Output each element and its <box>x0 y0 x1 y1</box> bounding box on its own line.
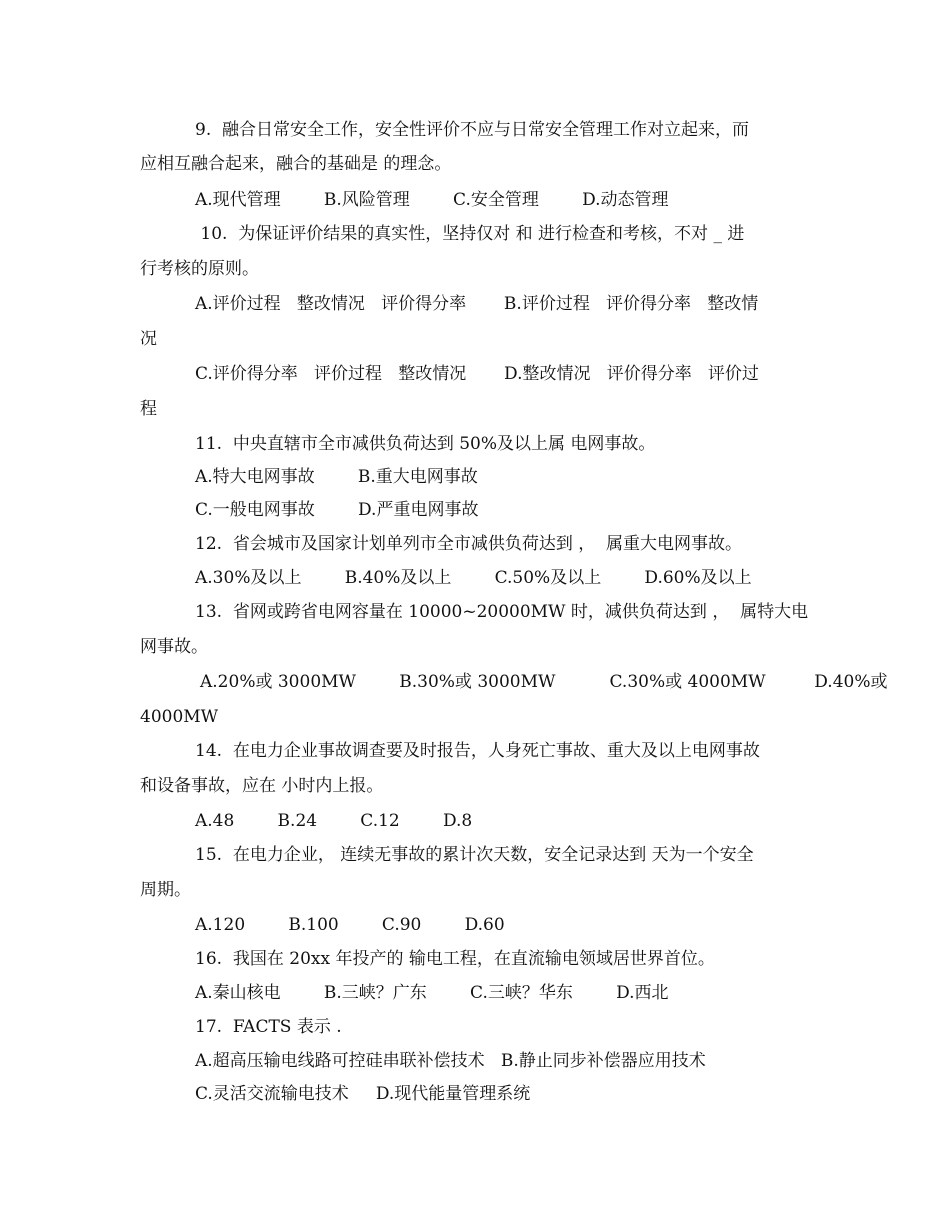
q15-stem-line-1: 15. 在电力企业， 连续无事故的累计次天数，安全记录达到 天为一个安全 <box>195 845 754 865</box>
q17-options-ab: A.超高压输电线路可控硅串联补偿技术 B.静止同步补偿器应用技术 <box>195 1051 706 1071</box>
q15-stem-line-2: 周期。 <box>140 880 191 900</box>
q13-options-line-1: A.20%或 3000MW B.30%或 3000MW C.30%或 4000MW D.40%或 <box>200 672 888 692</box>
q10-stem-line-2: 行考核的原则。 <box>140 259 259 279</box>
q16-stem: 16. 我国在 20xx 年投产的 输电工程，在直流输电领域居世界首位。 <box>195 949 715 969</box>
q9-stem-line-2: 应相互融合起来，融合的基础是 的理念。 <box>140 154 452 174</box>
q11-stem: 11. 中央直辖市全市减供负荷达到 50%及以上属 电网事故。 <box>195 434 656 454</box>
q15-options: A.120 B.100 C.90 D.60 <box>195 915 505 935</box>
q10-options-cd-line-1: C.评价得分率 评价过程 整改情况 D.整改情况 评价得分率 评价过 <box>195 364 759 384</box>
q11-options-cd: C.一般电网事故 D.严重电网事故 <box>195 500 479 520</box>
q9-stem-line-1: 9. 融合日常安全工作，安全性评价不应与日常安全管理工作对立起来，而 <box>195 120 750 140</box>
q14-stem-line-1: 14. 在电力企业事故调查要及时报告，人身死亡事故、重大及以上电网事故 <box>195 741 760 761</box>
q13-stem-line-2: 网事故。 <box>140 637 208 657</box>
q16-options: A.秦山核电 B.三峡？广东 C.三峡？华东 D.西北 <box>195 983 669 1003</box>
q13-stem-line-1: 13. 省网或跨省电网容量在 10000~20000MW 时，减供负荷达到 ， 属特大电 <box>195 602 809 622</box>
q14-options: A.48 B.24 C.12 D.8 <box>195 811 473 831</box>
q10-options-ab-line-1: A.评价过程 整改情况 评价得分率 B.评价过程 评价得分率 整改情 <box>195 294 759 314</box>
q13-options-line-2: 4000MW <box>140 707 219 727</box>
q10-options-cd-line-2: 程 <box>140 399 157 419</box>
q17-stem: 17. FACTS 表示 . <box>195 1017 342 1037</box>
q9-options: A.现代管理 B.风险管理 C.安全管理 D.动态管理 <box>195 190 669 210</box>
q12-stem: 12. 省会城市及国家计划单列市全市减供负荷达到 ， 属重大电网事故。 <box>195 534 743 554</box>
q10-stem-line-1: 10. 为保证评价结果的真实性，坚持仅对 和 进行检查和考核，不对 _ 进 <box>195 224 745 244</box>
q12-options: A.30%及以上 B.40%及以上 C.50%及以上 D.60%及以上 <box>195 568 752 588</box>
q10-options-ab-line-2: 况 <box>140 329 157 349</box>
q17-options-cd: C.灵活交流输电技术 D.现代能量管理系统 <box>195 1084 531 1104</box>
q14-stem-line-2: 和设备事故，应在 小时内上报。 <box>140 776 384 796</box>
q11-options-ab: A.特大电网事故 B.重大电网事故 <box>195 467 478 487</box>
